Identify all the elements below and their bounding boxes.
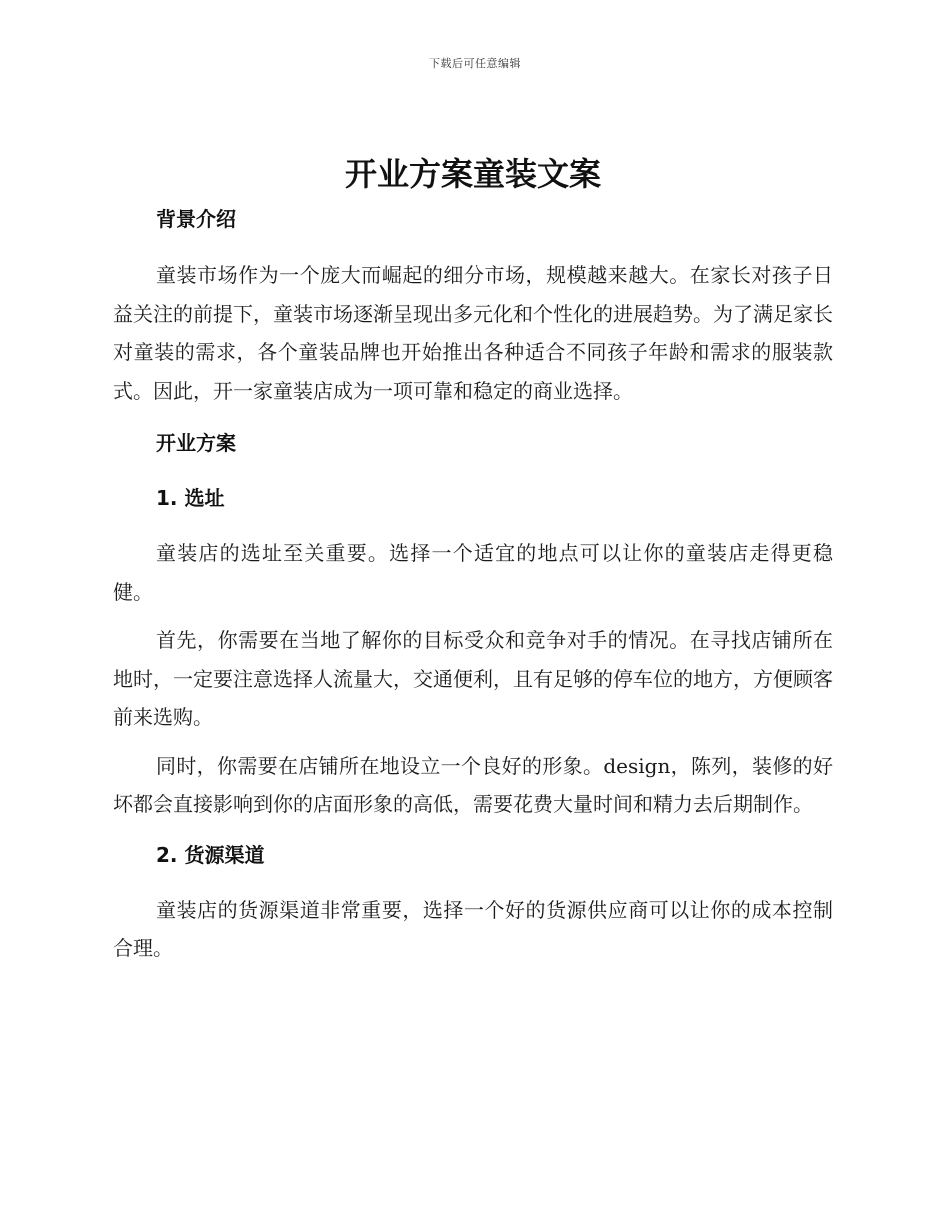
paragraph-background: 童装市场作为一个庞大而崛起的细分市场，规模越来越大。在家长对孩子日益关注的前提下，童装市场逐渐呈现出多元化和个性化的进展趋势。为了满足家长对童装的需求，各个童装品牌也开始推出各种适合不同孩子年龄和需求的服装款式。因此，开一家童装店成为一项可靠和稳定的商业选择。 bbox=[113, 263, 833, 403]
document-body bbox=[113, 150, 833, 968]
paragraph-location-1: 童装店的选址至关重要。选择一个适宜的地点可以让你的童装店走得更稳健。 bbox=[113, 541, 833, 604]
document-title: 开业方案童装文案 bbox=[344, 155, 601, 193]
section-heading-plan: 开业方案 bbox=[156, 431, 236, 455]
header-note: 下载后可任意编辑 bbox=[429, 57, 521, 70]
paragraph-supply-1: 童装店的货源渠道非常重要，选择一个好的货源供应商可以让你的成本控制合理。 bbox=[113, 897, 833, 960]
section-heading-background: 背景介绍 bbox=[156, 207, 236, 231]
paragraph-location-2: 首先，你需要在当地了解你的目标受众和竞争对手的情况。在寻找店铺所在地时，一定要注意选择人流量大，交通便利，且有足够的停车位的地方，方便顾客前来选购。 bbox=[113, 628, 833, 729]
subsection-heading-location: 1. 选址 bbox=[156, 486, 225, 510]
subsection-heading-supply: 2. 货源渠道 bbox=[156, 842, 265, 867]
paragraph-location-3: 同时，你需要在店铺所在地设立一个良好的形象。design，陈列，装修的好坏都会直接影响到你的店面形象的高低，需要花费大量时间和精力去后期制作。 bbox=[113, 753, 833, 816]
